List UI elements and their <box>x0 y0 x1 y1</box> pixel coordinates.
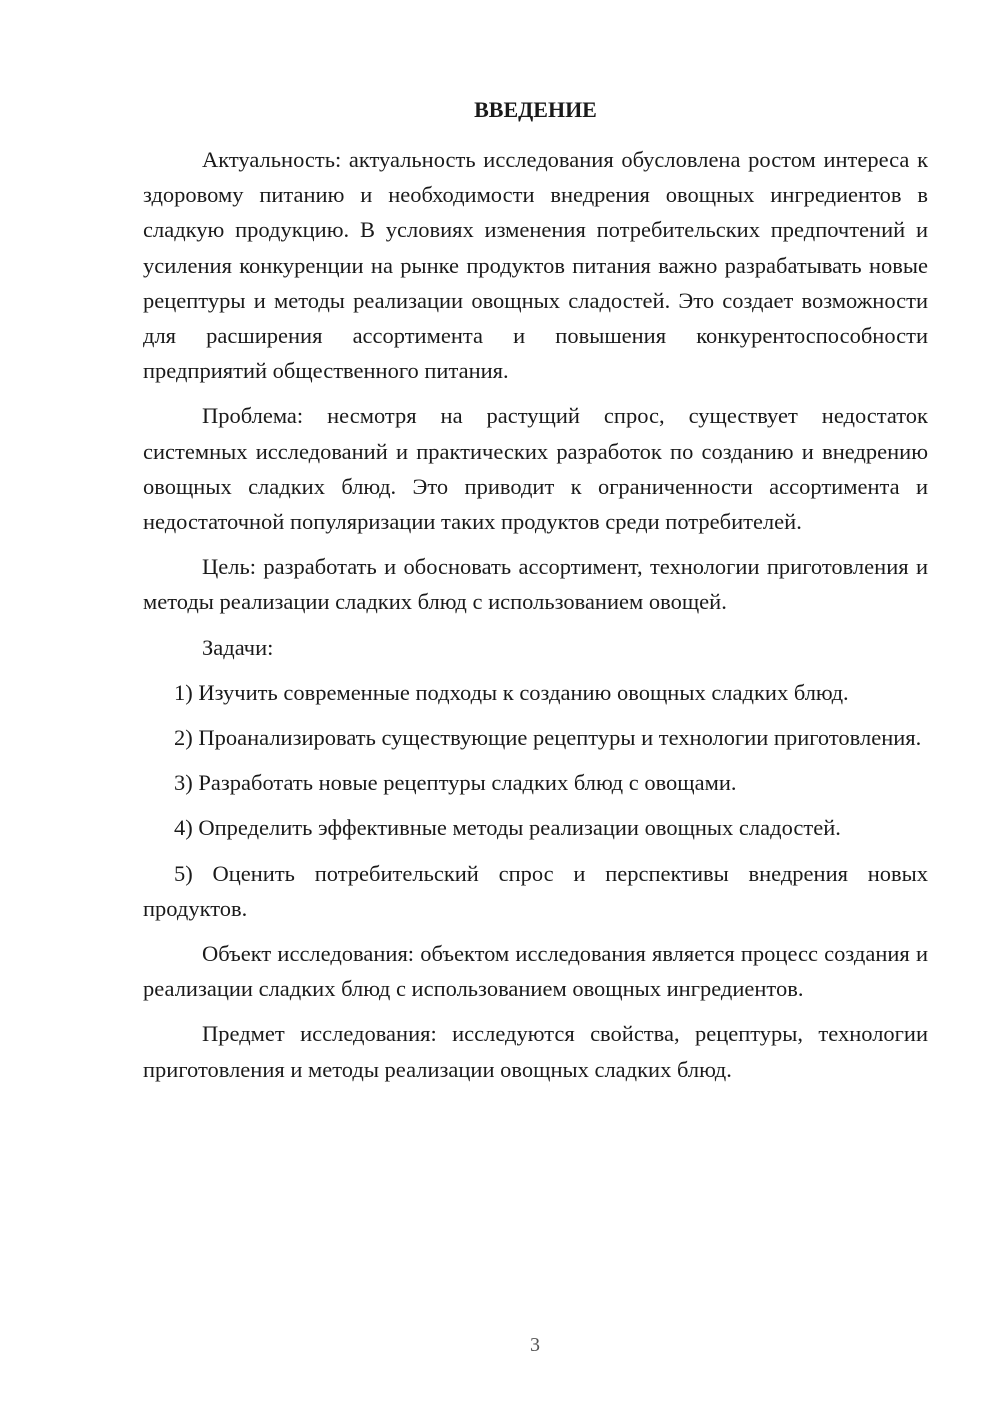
section-heading: ВВЕДЕНИЕ <box>474 97 597 122</box>
task-item-4: 4) Определить эффективные методы реализации овощных сладостей. <box>174 815 841 841</box>
page-number: 3 <box>530 1334 540 1356</box>
task-item-5: 5) Оценить потребительский спрос и перспективы внедрения новых продуктов. <box>143 860 928 921</box>
task-item-2: 2) Проанализировать существующие рецептуры и технологии приготовления. <box>174 725 922 751</box>
paragraph-problem: Проблема: несмотря на растущий спрос, существует недостаток системных исследований и практических разработок по созданию и внедрению овощных сладких блюд. Это приводит к ограниченности ассортимента и недостаточной популяризации таких продуктов среди потребителей. <box>143 403 928 535</box>
paragraph-tasks-label: Задачи: <box>202 634 274 660</box>
document-page <box>143 96 928 1097</box>
paragraph-relevance: Актуальность: актуальность исследования обусловлена ростом интереса к здоровому питанию и необходимости внедрения овощных ингредиентов в сладкую продукцию. В условиях изменения потребительских предпочтений и усиления конкуренции на рынке продуктов питания важно разрабатывать новые рецептуры и методы реализации овощных сладостей. Это создает возможности для расширения ассортимента и повышения конкурентоспособности предприятий общественного питания. <box>143 147 928 384</box>
paragraph-subject: Предмет исследования: исследуются свойства, рецептуры, технологии приготовления и методы реализации овощных сладких блюд. <box>143 1021 928 1082</box>
paragraph-goal: Цель: разработать и обосновать ассортимент, технологии приготовления и методы реализации сладких блюд с использованием овощей. <box>143 554 928 615</box>
task-item-1: 1) Изучить современные подходы к созданию овощных сладких блюд. <box>174 679 849 705</box>
task-item-3: 3) Разработать новые рецептуры сладких блюд с овощами. <box>174 770 737 796</box>
paragraph-object: Объект исследования: объектом исследования является процесс создания и реализации сладких блюд с использованием овощных ингредиентов. <box>143 941 928 1002</box>
